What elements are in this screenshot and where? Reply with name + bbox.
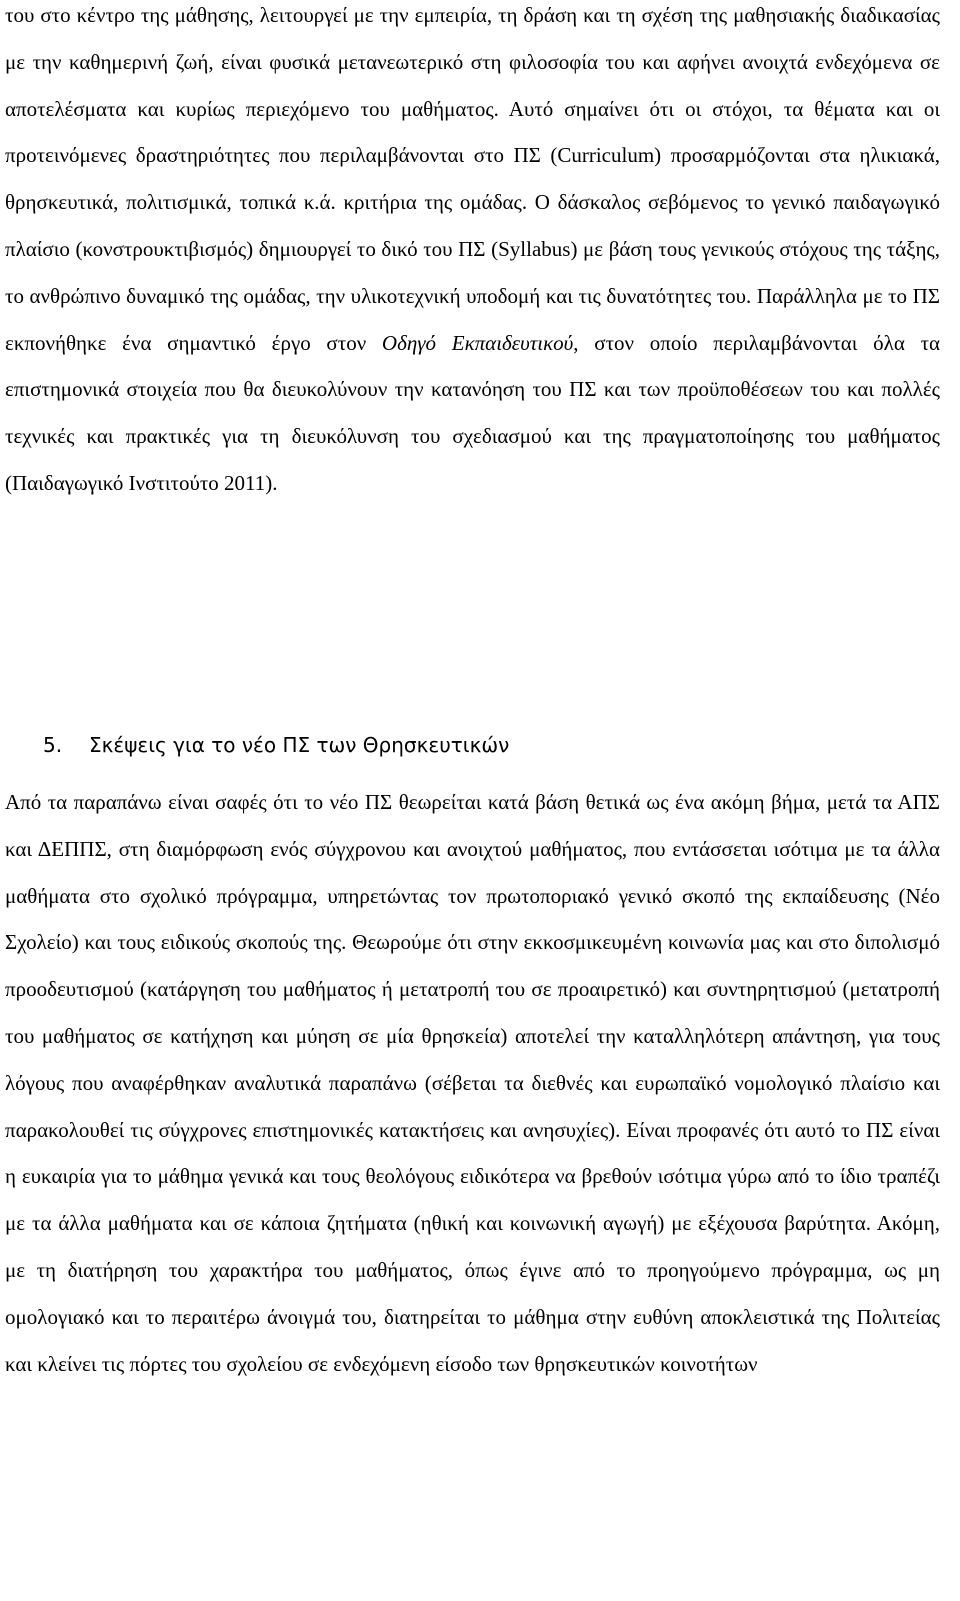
section-heading xyxy=(43,730,509,760)
section-title: Σκέψεις για το νέο ΠΣ των Θρησκευτικών xyxy=(89,733,510,757)
paragraph-text: , στον οποίο περιλαμβάνονται όλα τα επιστημονικά στοιχεία που θα διευκολύνουν την κατανόηση του ΠΣ και των προϋποθέσεων του και πολλές τεχνικές και πρακτικές για τη διευκόλυνση του σχεδιασμού και της πραγματοποίησης του μαθήματος (Παιδαγωγικό Ινστιτούτο 2011). xyxy=(5,330,941,495)
section-number: 5. xyxy=(43,733,63,757)
paragraph-text: Από τα παραπάνω είναι σαφές ότι το νέο ΠΣ θεωρείται κατά βάση θετικά ως ένα ακόμη βήμα, μετά τα ΑΠΣ και ΔΕΠΠΣ, στη διαμόρφωση ενός σύγχρονου και ανοιχτού μαθήματος, που εντάσσεται ισότιμα με τα άλλα μαθήματα στο σχολικό πρόγραμμα, υπηρετώντας τον πρωτοποριακό γενικό σκοπό της εκπαίδευσης (Νέο Σχολείο) και τους ειδικούς σκοπούς της. Θεωρούμε ότι στην εκκοσμικευμένη κοινωνία μας και στο διπολισμό προοδευτισμού (κατάργηση του μαθήματος ή μετατροπή του σε προαιρετικό) και συντηρητισμού (μετατροπή του μαθήματος σε κατήχηση και μύηση σε μία θρησκεία) αποτελεί την καταλληλότερη απάντηση, για τους λόγους που αναφέρθηκαν αναλυτικά παραπάνω (σέβεται τα διεθνές και ευρωπαϊκό νομολογικό πλαίσιο και παρακολουθεί τις σύγχρονες επιστημονικές κατακτήσεις και ανησυχίες). Είναι προφανές ότι αυτό το ΠΣ είναι η ευκαιρία για το μάθημα γενικά και τους θεολόγους ειδικότερα να βρεθούν ισότιμα γύρω από το ίδιο τραπέζι με τα άλλα μαθήματα και σε κάποια ζητήματα (ηθική και κοινωνική αγωγή) με εξέχουσα βαρύτητα. Ακόμη, με τη διατήρηση του χαρακτήρα του μαθήματος, όπως έγινε από το προηγούμενο πρόγραμμα, ως μη ομολογιακό και το περαιτέρω άνοιγμά του, διατηρείται το μάθημα στην ευθύνη αποκλειστικά της Πολιτείας και κλείνει τις πόρτες του σχολείου σε ενδεχόμενη είσοδο των θρησκευτικών κοινοτήτων xyxy=(5,790,940,1376)
paragraph-text: του στο κέντρο της μάθησης, λειτουργεί με την εμπειρία, τη δράση και τη σχέση της μαθησιακής διαδικασίας με την καθημερινή ζωή, είναι φυσικά μετανεωτερικό στη φιλοσοφία του και αφήνει ανοιχτά ενδεχόμενα σε αποτελέσματα και κυρίως περιεχόμενο του μαθήματος. Αυτό σημαίνει ότι οι στόχοι, τα θέματα και οι προτεινόμενες δραστηριότητες που περιλαμβάνονται στο ΠΣ (Curriculum) προσαρμόζονται στα ηλικιακά, θρησκευτικά, πολιτισμικά, τοπικά κ.ά. κριτήρια της ομάδας. Ο δάσκαλος σεβόμενος το γενικό παιδαγωγικό πλαίσιο (κονστρουκτιβισμός) δημιουργεί το δικό του ΠΣ (Syllabus) με βάση τους γενικούς στόχους της τάξης, το ανθρώπινο δυναμικό της ομάδας, την υλικοτεχνική υποδομή και τις δυνατότητες του. Παράλληλα με το ΠΣ εκπονήθηκε ένα σημαντικό έργο στον xyxy=(5,3,940,355)
body-paragraph xyxy=(5,0,940,507)
body-paragraph xyxy=(5,779,940,1387)
italic-book-title: Οδηγό Εκπαιδευτικού xyxy=(381,330,574,355)
